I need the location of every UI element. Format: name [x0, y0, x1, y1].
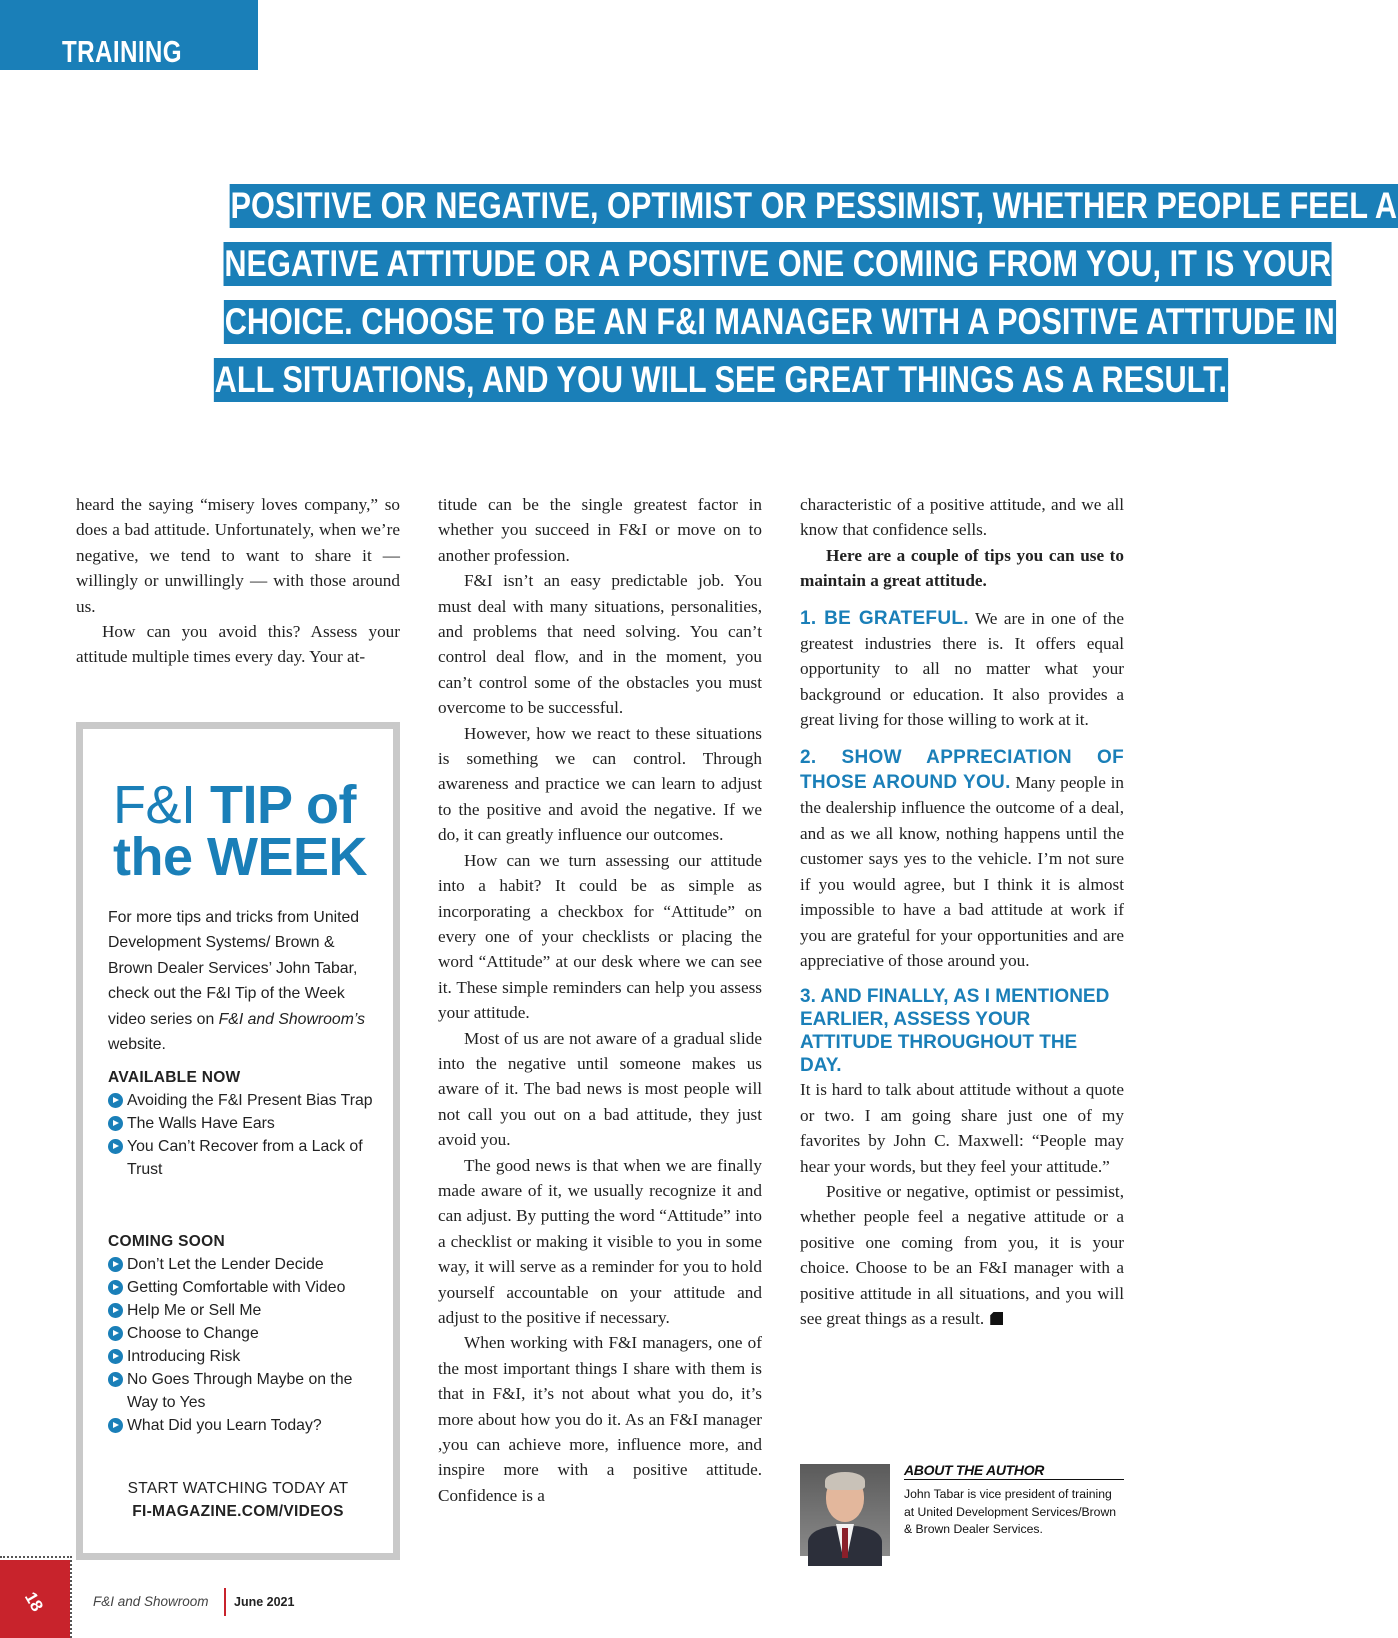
magazine-name: F&I and Showroom [93, 1594, 209, 1609]
paragraph: How can we turn assessing our attitude into a habit? It could be as simple as incorporating a checkbox for “Attitude” on every one of your checklists or placing the word “Attitude” at our desk where we can see it. These simple reminders can help you assess your attitude. [438, 850, 762, 1023]
article-column-1 [76, 492, 400, 670]
author-photo [800, 1464, 890, 1556]
tip-desc-magazine: F&I and Showroom’s [218, 1010, 365, 1028]
play-icon [108, 1116, 123, 1131]
tip-box-cta [83, 1477, 393, 1523]
play-icon [108, 1418, 123, 1433]
play-icon [108, 1303, 123, 1318]
video-title: You Can’t Recover from a Lack of Trust [127, 1138, 363, 1178]
tip-3-body: It is hard to talk about attitude without a quote or two. I am going share just one of my favorites by John C. Maxwell: “People may hear your words, but they feel your attitude.” [800, 1080, 1124, 1176]
closing-text: Positive or negative, optimist or pessimist, whether people feel a negative attitude or a positive one coming from you, it is your choice. Choose to be an F&I manager with a positive attitude in all situations, and you will see great things as a result. [800, 1181, 1124, 1328]
video-title: Don’t Let the Lender Decide [127, 1256, 324, 1273]
video-list-item [108, 1276, 383, 1299]
video-list-item [108, 1368, 383, 1414]
play-icon [108, 1093, 123, 1108]
tip-3-heading: 3. AND FINALLY, AS I MENTIONED EARLIER, ASSESS YOUR ATTITUDE THROUGHOUT THE DAY. [800, 986, 1110, 1077]
play-icon [108, 1257, 123, 1272]
cta-text: START WATCHING TODAY AT [127, 1480, 349, 1497]
video-list-item[interactable] [108, 1089, 383, 1112]
tip-title-bold: the WEEK [113, 827, 368, 887]
tip-title-bold: TIP of [210, 775, 357, 835]
about-the-author [800, 1462, 1124, 1562]
video-list-item [108, 1253, 383, 1276]
pull-quote-line: CHOICE. CHOOSE TO BE AN F&I MANAGER WITH A POSITIVE ATTITUDE IN [224, 301, 1335, 342]
closing-paragraph [800, 1179, 1124, 1331]
video-list-item [108, 1299, 383, 1322]
tip-box-description [108, 905, 378, 1057]
paragraph: When working with F&I managers, one of the most important things I share with them is that in F&I, it’s not about what you do, it’s more about how you do it. As an F&I manager ,you can achieve more, influence more, and inspire more with a positive attitude. Confidence is a [438, 1333, 762, 1505]
video-title: Avoiding the F&I Present Bias Trap [127, 1092, 373, 1109]
video-title: What Did you Learn Today? [127, 1417, 322, 1434]
play-icon [108, 1280, 123, 1295]
author-heading: ABOUT THE AUTHOR [904, 1462, 1124, 1480]
video-title: Help Me or Sell Me [127, 1302, 262, 1319]
paragraph: Most of us are not aware of a gradual slide into the negative until someone makes us aware of it. The bad news is most people will not call you out on a bad attitude, they just avoid you. [438, 1028, 762, 1150]
video-list-item[interactable] [108, 1112, 383, 1135]
tip-box-title [113, 775, 368, 887]
video-title: No Goes Through Maybe on the Way to Yes [127, 1371, 353, 1411]
video-list-item[interactable] [108, 1135, 383, 1181]
tip-of-the-week-box [76, 722, 400, 1560]
section-tab [0, 0, 258, 70]
video-title: Choose to Change [127, 1325, 259, 1342]
article-column-3 [800, 492, 1124, 1331]
paragraph: characteristic of a positive attitude, and we all know that confidence sells. [800, 495, 1124, 540]
tip-1 [800, 606, 1124, 733]
article-column-2 [438, 492, 762, 1508]
tip-2-heading: 2. SHOW APPRECIATION OF THOSE AROUND YOU. [800, 746, 1124, 794]
tip-desc-end: website. [108, 1036, 166, 1054]
author-bio: John Tabar is vice president of training at United Development Services/Brown & Brown Dealer Services. [904, 1487, 1117, 1536]
video-title: Introducing Risk [127, 1348, 241, 1365]
paragraph: The good news is that when we are finally made aware of it, we usually recognize it and can adjust. By putting the word “Attitude” into a checklist or making it visible to you in some way, it will serve as a reminder for you to hold yourself accountable on your attitude and adjust to the positive if necessary. [438, 1155, 762, 1327]
video-title: The Walls Have Ears [127, 1115, 275, 1132]
tip-1-heading: 1. BE GRATEFUL. [800, 607, 969, 629]
play-icon [108, 1349, 123, 1364]
tip-2 [800, 745, 1124, 974]
video-list-item [108, 1322, 383, 1345]
play-icon [108, 1372, 123, 1387]
tip-1-body: We are in one of the greatest industries there is. It offers equal opportunity to all no matter what your background or education. It also provides a great living for those willing to work at it. [800, 608, 1124, 730]
tips-intro: Here are a couple of tips you can use to maintain a great attitude. [800, 545, 1124, 591]
pull-quote-line: NEGATIVE ATTITUDE OR A POSITIVE ONE COMING FROM YOU, IT IS YOUR [224, 243, 1332, 284]
paragraph: How can you avoid this? Assess your attitude multiple times every day. Your at- [76, 622, 400, 667]
footer-divider [224, 1588, 226, 1616]
tip-desc-text: For more tips and tricks from United Development Systems/ Brown & Brown Dealer Services’ John Tabar, check out the F&I Tip of the Week video series on [108, 909, 360, 1028]
video-title: Getting Comfortable with Video [127, 1279, 346, 1296]
paragraph: However, how we react to these situations is something we can control. Through awareness and practice we can learn to adjust to the positive and avoid the negative. If we do, it can greatly influence our outcomes. [438, 723, 762, 845]
paragraph: F&I isn’t an easy predictable job. You must deal with many situations, personalities, and problems that need solving. You can’t control deal flow, and in the moment, you can’t control some of the obstacles you must overcome to be successful. [438, 571, 762, 718]
paragraph: heard the saying “misery loves company,” so does a bad attitude. Unfortunately, when we’re negative, we tend to want to share it — willingly or unwillingly — with those around us. [76, 495, 400, 616]
available-now-heading: AVAILABLE NOW [108, 1069, 241, 1086]
available-now-section [108, 1067, 383, 1181]
pull-quote [110, 184, 1398, 416]
video-list-item [108, 1345, 383, 1368]
play-icon [108, 1326, 123, 1341]
coming-soon-section [108, 1231, 383, 1437]
cta-link[interactable]: FI-MAGAZINE.COM/VIDEOS [132, 1503, 344, 1520]
issue-date: June 2021 [234, 1595, 295, 1609]
pull-quote-line: POSITIVE OR NEGATIVE, OPTIMIST OR PESSIMIST, WHETHER PEOPLE FEEL A [230, 185, 1398, 226]
page-number: 18 [20, 1588, 47, 1615]
pull-quote-line: ALL SITUATIONS, AND YOU WILL SEE GREAT THINGS AS A RESULT. [214, 359, 1228, 400]
video-list-item [108, 1414, 383, 1437]
tip-2-body: Many people in the dealership influence the outcome of a deal, and as we all know, nothing happens until the customer says yes to the vehicle. I’m not sure if you would agree, but I think it is almost impossible to have a bad attitude at work if you are grateful for your opportunities and are appreciative of those around you. [800, 773, 1124, 970]
paragraph: titude can be the single greatest factor in whether you succeed in F&I or move on to another profession. [438, 495, 762, 565]
coming-soon-heading: COMING SOON [108, 1233, 225, 1250]
play-icon [108, 1139, 123, 1154]
section-label: TRAINING [62, 34, 182, 69]
end-mark-icon [990, 1312, 1003, 1325]
tip-title-prefix: F&I [113, 775, 211, 835]
